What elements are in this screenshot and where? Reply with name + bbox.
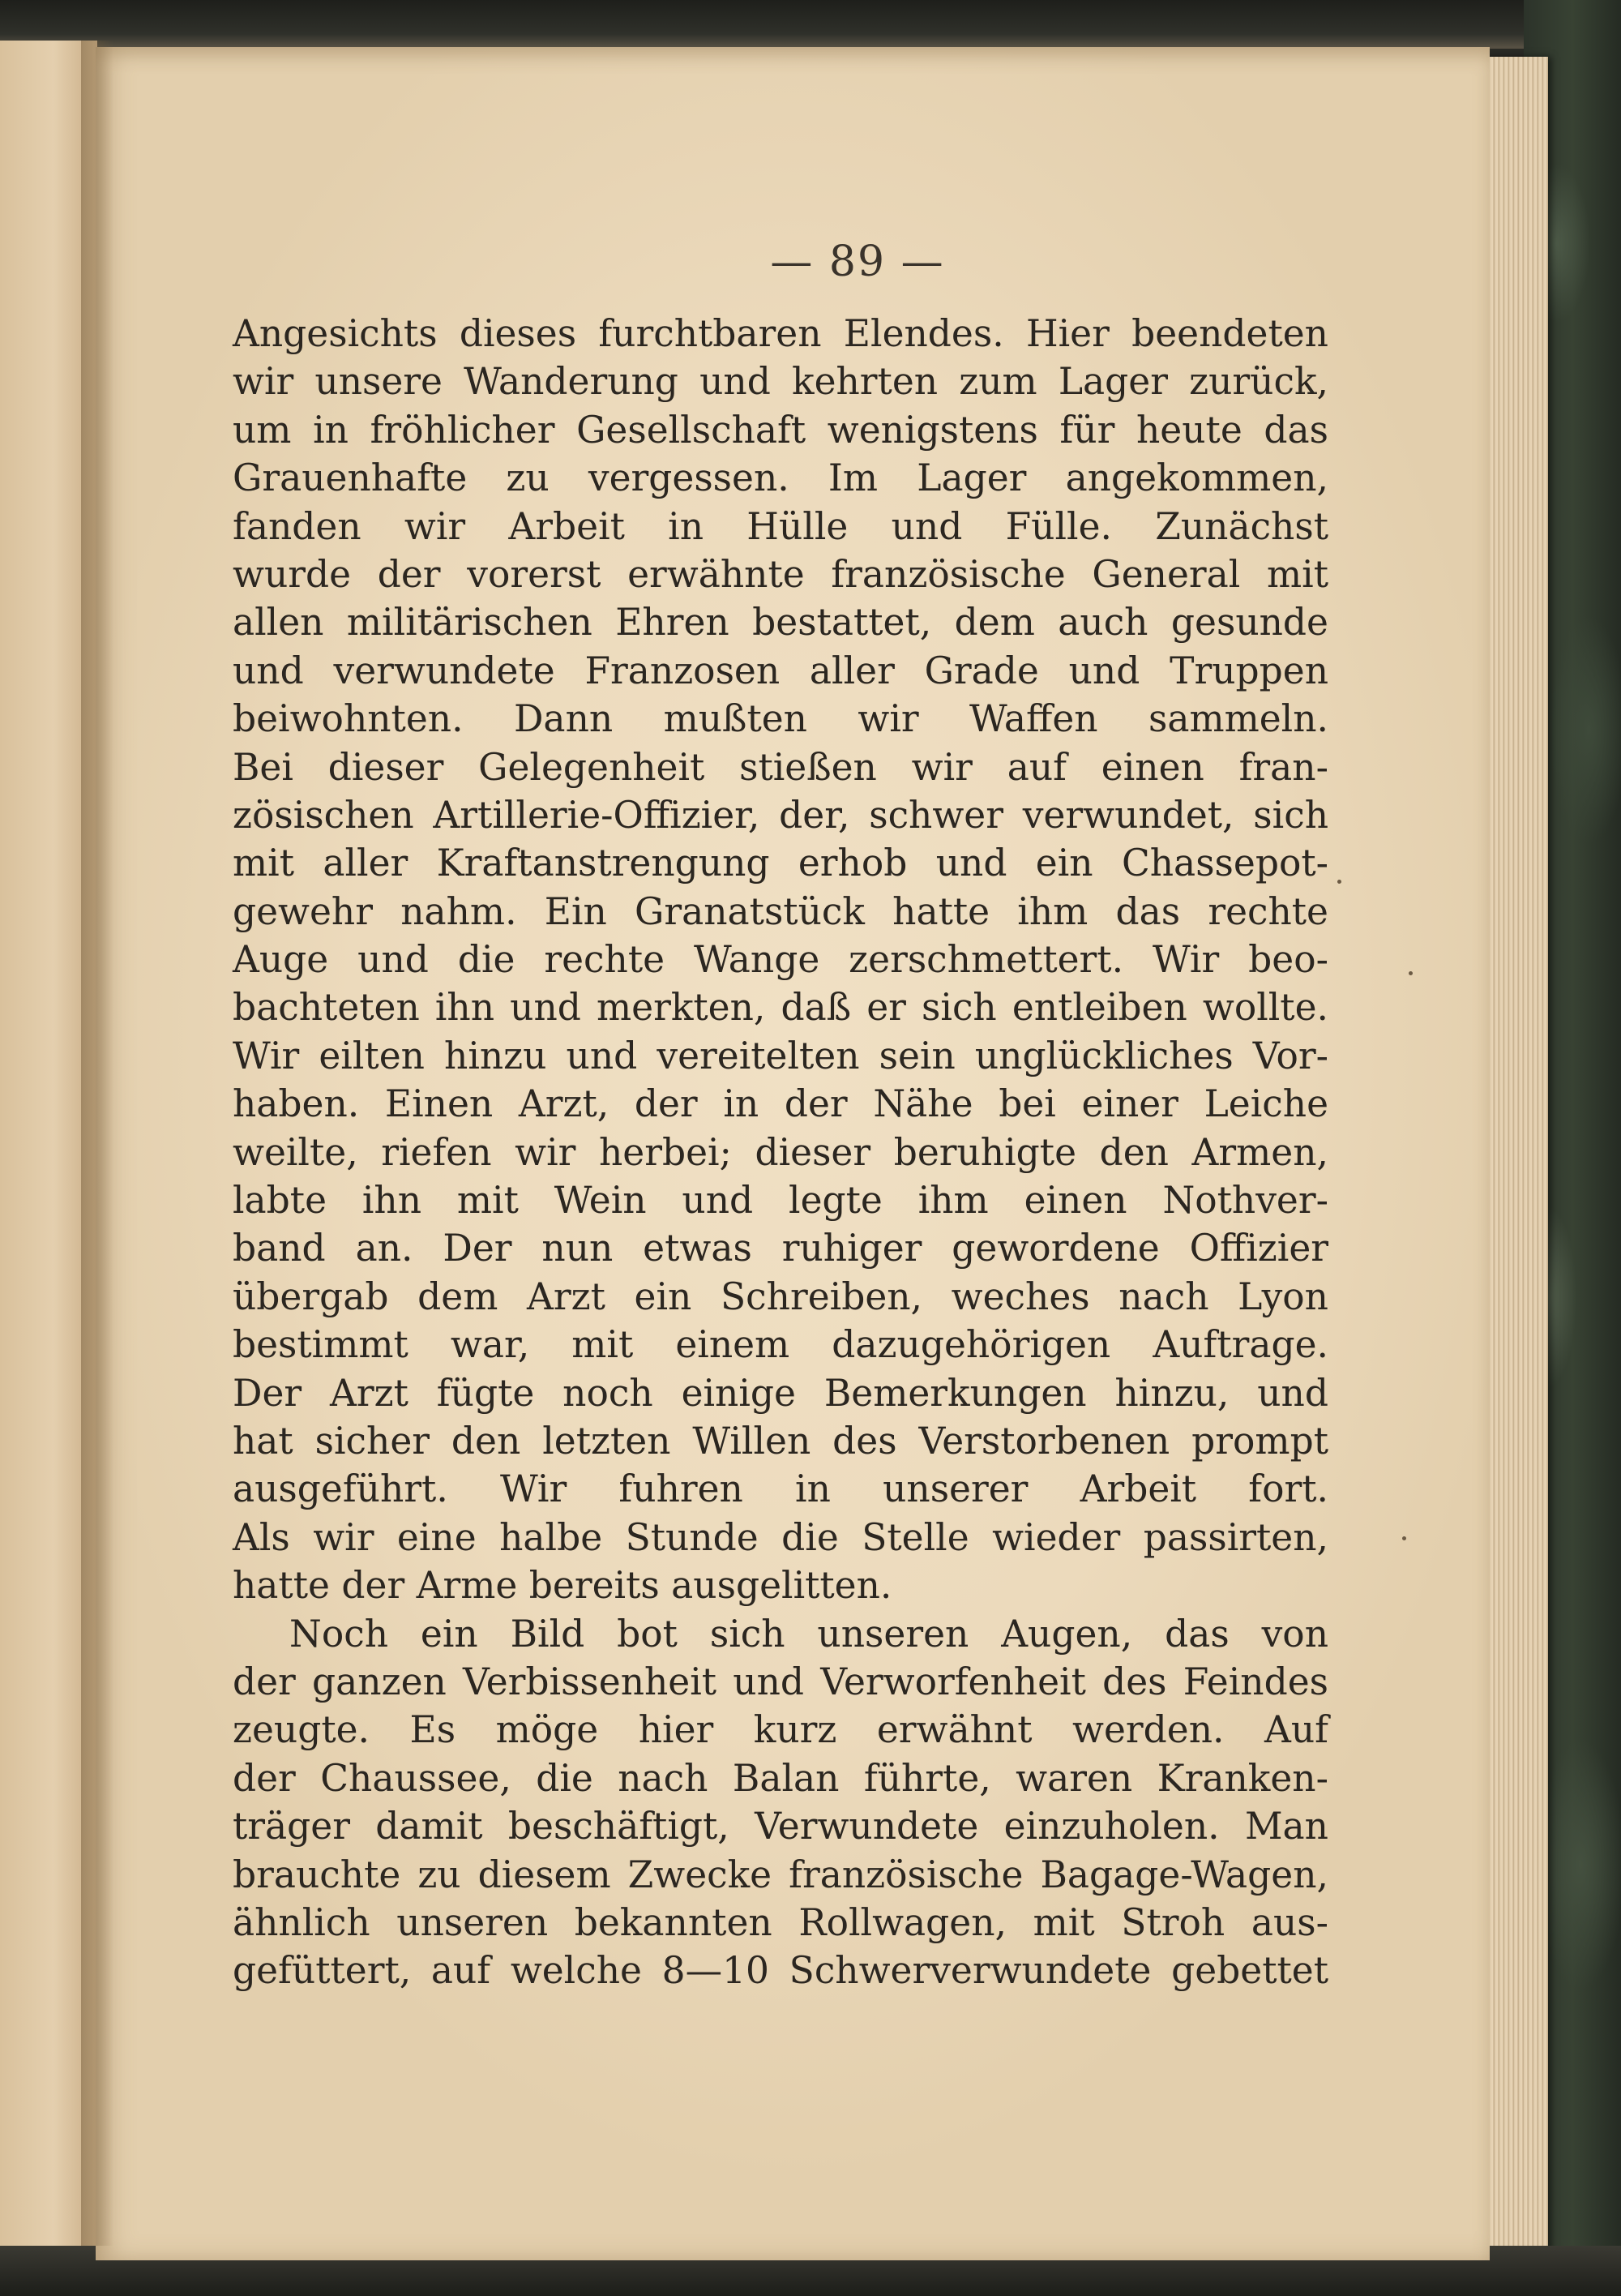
text-line: beiwohnten. Dann mußten wir Waffen sammeln. bbox=[233, 697, 1328, 741]
text-line: wurde der vorerst erwähnte französische General mit bbox=[233, 552, 1328, 596]
text-line: ausgeführt. Wir fuhren in unserer Arbeit fort. bbox=[233, 1467, 1328, 1511]
paper-speck bbox=[1402, 1536, 1406, 1540]
text-line: der ganzen Verbissenheit und Verworfenheit des Feindes bbox=[233, 1660, 1328, 1703]
text-line: und verwundete Franzosen aller Grade und Truppen bbox=[233, 649, 1328, 692]
text-line: Grauenhafte zu vergessen. Im Lager angekommen, bbox=[233, 456, 1328, 500]
text-line: allen militärischen Ehren bestattet, dem auch gesunde bbox=[233, 601, 1328, 645]
text-line: wir unsere Wanderung und kehrten zum Lager zurück, bbox=[233, 360, 1328, 404]
text-line: labte ihn mit Wein und legte ihm einen Nothver- bbox=[233, 1179, 1328, 1223]
text-line: Wir eilten hinzu und vereitelten sein unglückliches Vor- bbox=[233, 1034, 1328, 1077]
text-line: ähnlich unseren bekannten Rollwagen, mit Stroh aus- bbox=[233, 1900, 1328, 1944]
text-line: gewehr nahm. Ein Granatstück hatte ihm das rechte bbox=[233, 889, 1328, 933]
page-number: — 89 — bbox=[770, 238, 945, 286]
text-line: hat sicher den letzten Willen des Verstorbenen prompt bbox=[233, 1419, 1328, 1463]
text-line: bestimmt war, mit einem dazugehörigen Auftrage. bbox=[233, 1323, 1328, 1367]
text-line: träger damit beschäftigt, Verwundete einzuholen. Man bbox=[233, 1805, 1328, 1848]
text-line: Bei dieser Gelegenheit stießen wir auf einen fran- bbox=[233, 745, 1328, 789]
text-line: hatte der Arme bereits ausgelitten. bbox=[233, 1564, 892, 1608]
text-line: übergab dem Arzt ein Schreiben, weches nach Lyon bbox=[233, 1274, 1328, 1318]
text-line: bachteten ihn und merkten, daß er sich entleiben wollte. bbox=[233, 986, 1328, 1030]
text-line: Als wir eine halbe Stunde die Stelle wieder passirten, bbox=[233, 1515, 1328, 1559]
text-line: haben. Einen Arzt, der in der Nähe bei einer Leiche bbox=[233, 1082, 1328, 1126]
text-line: brauchte zu diesem Zwecke französische Bagage-Wagen, bbox=[233, 1853, 1328, 1896]
paper-speck bbox=[1409, 971, 1413, 975]
text-line: gefüttert, auf welche 8—10 Schwerverwundete gebettet bbox=[233, 1949, 1328, 1993]
text-line: zeugte. Es möge hier kurz erwähnt werden. Auf bbox=[233, 1708, 1328, 1752]
text-line: fanden wir Arbeit in Hülle und Fülle. Zunächst bbox=[233, 504, 1328, 548]
text-line: Der Arzt fügte noch einige Bemerkungen hinzu, und bbox=[233, 1371, 1328, 1415]
text-line: um in fröhlicher Gesellschaft wenigstens für heute das bbox=[233, 408, 1328, 452]
text-line: mit aller Kraftanstrengung erhob und ein Chassepot- bbox=[233, 842, 1328, 885]
text-line: zösischen Artillerie-Offizier, der, schwer verwundet, sich bbox=[233, 793, 1328, 837]
text-line: Auge und die rechte Wange zerschmettert. Wir beo- bbox=[233, 938, 1328, 982]
paper-speck bbox=[1337, 880, 1341, 884]
book-top-edge bbox=[0, 0, 1621, 49]
text-line: der Chaussee, die nach Balan führte, waren Kranken- bbox=[233, 1756, 1328, 1800]
page-gutter-shadow bbox=[81, 41, 113, 2246]
text-line: Noch ein Bild bot sich unseren Augen, das von bbox=[289, 1612, 1328, 1656]
text-line: band an. Der nun etwas ruhiger gewordene Offizier bbox=[233, 1227, 1328, 1270]
page-text bbox=[233, 310, 1328, 1995]
text-line: Angesichts dieses furchtbaren Elendes. Hier beendeten bbox=[233, 312, 1328, 355]
text-line: weilte, riefen wir herbei; dieser beruhigte den Armen, bbox=[233, 1130, 1328, 1174]
